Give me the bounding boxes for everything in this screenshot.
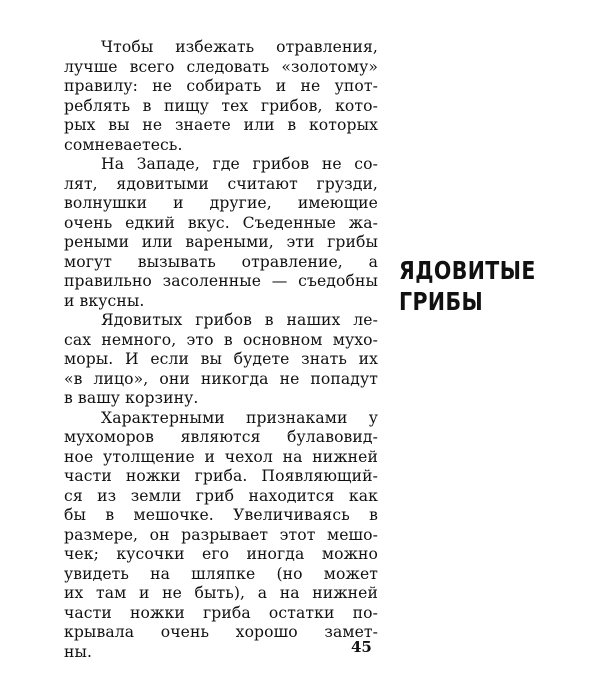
paragraph-2 bbox=[64, 155, 378, 311]
text-line: моры. И если вы будете знать их bbox=[64, 350, 378, 368]
text-line: части ножки гриба. Появляющий- bbox=[64, 467, 378, 485]
text-line: ны. bbox=[64, 642, 93, 661]
text-line: «в лицо», они никогда не попадут bbox=[64, 369, 378, 388]
text-line: рых вы не знаете или в которых bbox=[64, 116, 378, 134]
text-line: мухоморов являются булавовид- bbox=[64, 428, 378, 446]
text-line: увидеть на шляпке (но может bbox=[64, 564, 378, 583]
page-number: 45 bbox=[351, 638, 372, 656]
text-line: их там и не быть), а на нижней bbox=[64, 584, 378, 602]
text-line: очень едкий вкус. Съеденные жа- bbox=[64, 213, 378, 232]
text-line: сах немного, это в основном мухо- bbox=[64, 330, 378, 349]
heading-line-2: ГРИБЫ bbox=[399, 287, 484, 316]
text-line: сомневаетесь. bbox=[64, 135, 183, 154]
text-line: Характерными признаками у bbox=[101, 408, 378, 427]
paragraph-1 bbox=[64, 38, 378, 155]
section-heading bbox=[399, 255, 536, 317]
text-line: Чтобы избежать отравления, bbox=[101, 38, 378, 56]
text-line: лят, ядовитыми считают грузди, bbox=[64, 174, 378, 193]
text-line: в вашу корзину. bbox=[64, 389, 199, 407]
paragraph-3 bbox=[64, 311, 378, 409]
text-line: волнушки и другие, имеющие bbox=[64, 194, 378, 212]
text-line: На Западе, где грибов не со- bbox=[101, 155, 378, 173]
heading-line-1: ЯДОВИТЫЕ bbox=[399, 256, 536, 285]
text-line: правильно засоленные — съедобны bbox=[64, 272, 378, 290]
text-line: лучше всего следовать «золотому» bbox=[64, 57, 378, 76]
text-line: бы в мешочке. Увеличиваясь в bbox=[64, 506, 378, 524]
text-line: размере, он разрывает этот мешо- bbox=[64, 525, 378, 544]
body-text-column bbox=[64, 38, 378, 662]
text-line: части ножки гриба остатки по- bbox=[64, 603, 378, 622]
paragraph-4 bbox=[64, 409, 378, 663]
text-line: ное утолщение и чехол на нижней bbox=[64, 447, 378, 466]
text-line: реблять в пищу тех грибов, кото- bbox=[64, 96, 378, 115]
text-line: чек; кусочки его иногда можно bbox=[64, 545, 378, 563]
text-line: крывала очень хорошо замет- bbox=[64, 623, 378, 641]
text-line: и вкусны. bbox=[64, 291, 145, 310]
text-line: могут вызывать отравление, а bbox=[64, 252, 378, 271]
text-line: ся из земли гриб находится как bbox=[64, 486, 378, 505]
text-line: реными или вареными, эти грибы bbox=[64, 233, 378, 251]
text-line: Ядовитых грибов в наших ле- bbox=[101, 311, 378, 329]
text-line: правилу: не собирать и не упот- bbox=[64, 77, 378, 95]
